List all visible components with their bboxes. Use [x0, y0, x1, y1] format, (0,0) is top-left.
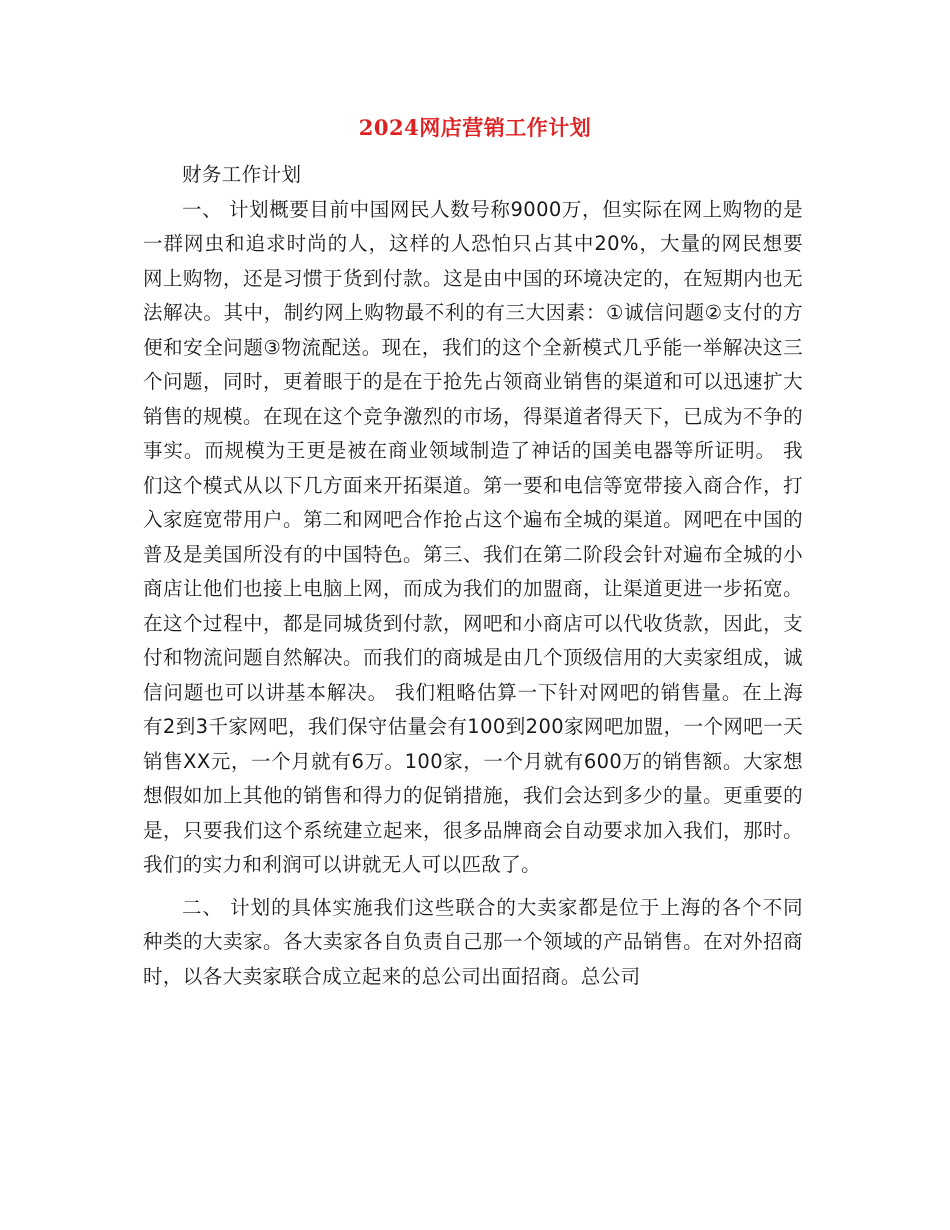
document-title: 2024网店营销工作计划 [358, 115, 592, 140]
paragraph-1: 一、 计划概要目前中国网民人数号称9000万，但实际在网上购物的是一群网虫和追求时尚的人，这样的人恐怕只占其中20%，大量的网民想要网上购物，还是习惯于货到付款。这是由中国的环境决定的，在短期内也无法解决。其中，制约网上购物最不利的有三大因素：①诚信问题②支付的方便和安全问题③物流配送。现在，我们的这个全新模式几乎能一举解决这三个问题，同时，更着眼于的是在于抢先占领商业销售的渠道和可以迅速扩大销售的规模。在现在这个竞争激烈的市场，得渠道者得天下，已成为不争的事实。而规模为王更是被在商业领域制造了神话的国美电器等所证明。 我们这个模式从以下几方面来开拓渠道。第一要和电信等宽带接入商合作，打入家庭宽带用户。第二和网吧合作抢占这个遍布全城的渠道。网吧在中国的普及是美国所没有的中国特色。第三、我们在第二阶段会针对遍布全城的小商店让他们也接上电脑上网，而成为我们的加盟商，让渠道更进一步拓宽。在这个过程中，都是同城货到付款，网吧和小商店可以代收货款，因此，支付和物流问题自然解决。而我们的商城是由几个顶级信用的大卖家组成，诚信问题也可以讲基本解决。 我们粗略估算一下针对网吧的销售量。在上海有2到3千家网吧，我们保守估量会有100到200家网吧加盟，一个网吧一天销售XX元，一个月就有6万。100家，一个月就有600万的销售额。大家想想假如加上其他的销售和得力的促销措施，我们会达到多少的量。更重要的是，只要我们这个系统建立起来，很多品牌商会自动要求加入我们，那时。我们的实力和利润可以讲就无人可以匹敌了。 [143, 197, 803, 876]
document-body [143, 158, 803, 994]
section-heading: 财务工作计划 [182, 163, 302, 186]
paragraph-2: 二、 计划的具体实施我们这些联合的大卖家都是位于上海的各个不同种类的大卖家。各大卖家各自负责自己那一个领域的产品销售。在对外招商时，以各大卖家联合成立起来的总公司出面招商。总公司 [143, 895, 803, 988]
